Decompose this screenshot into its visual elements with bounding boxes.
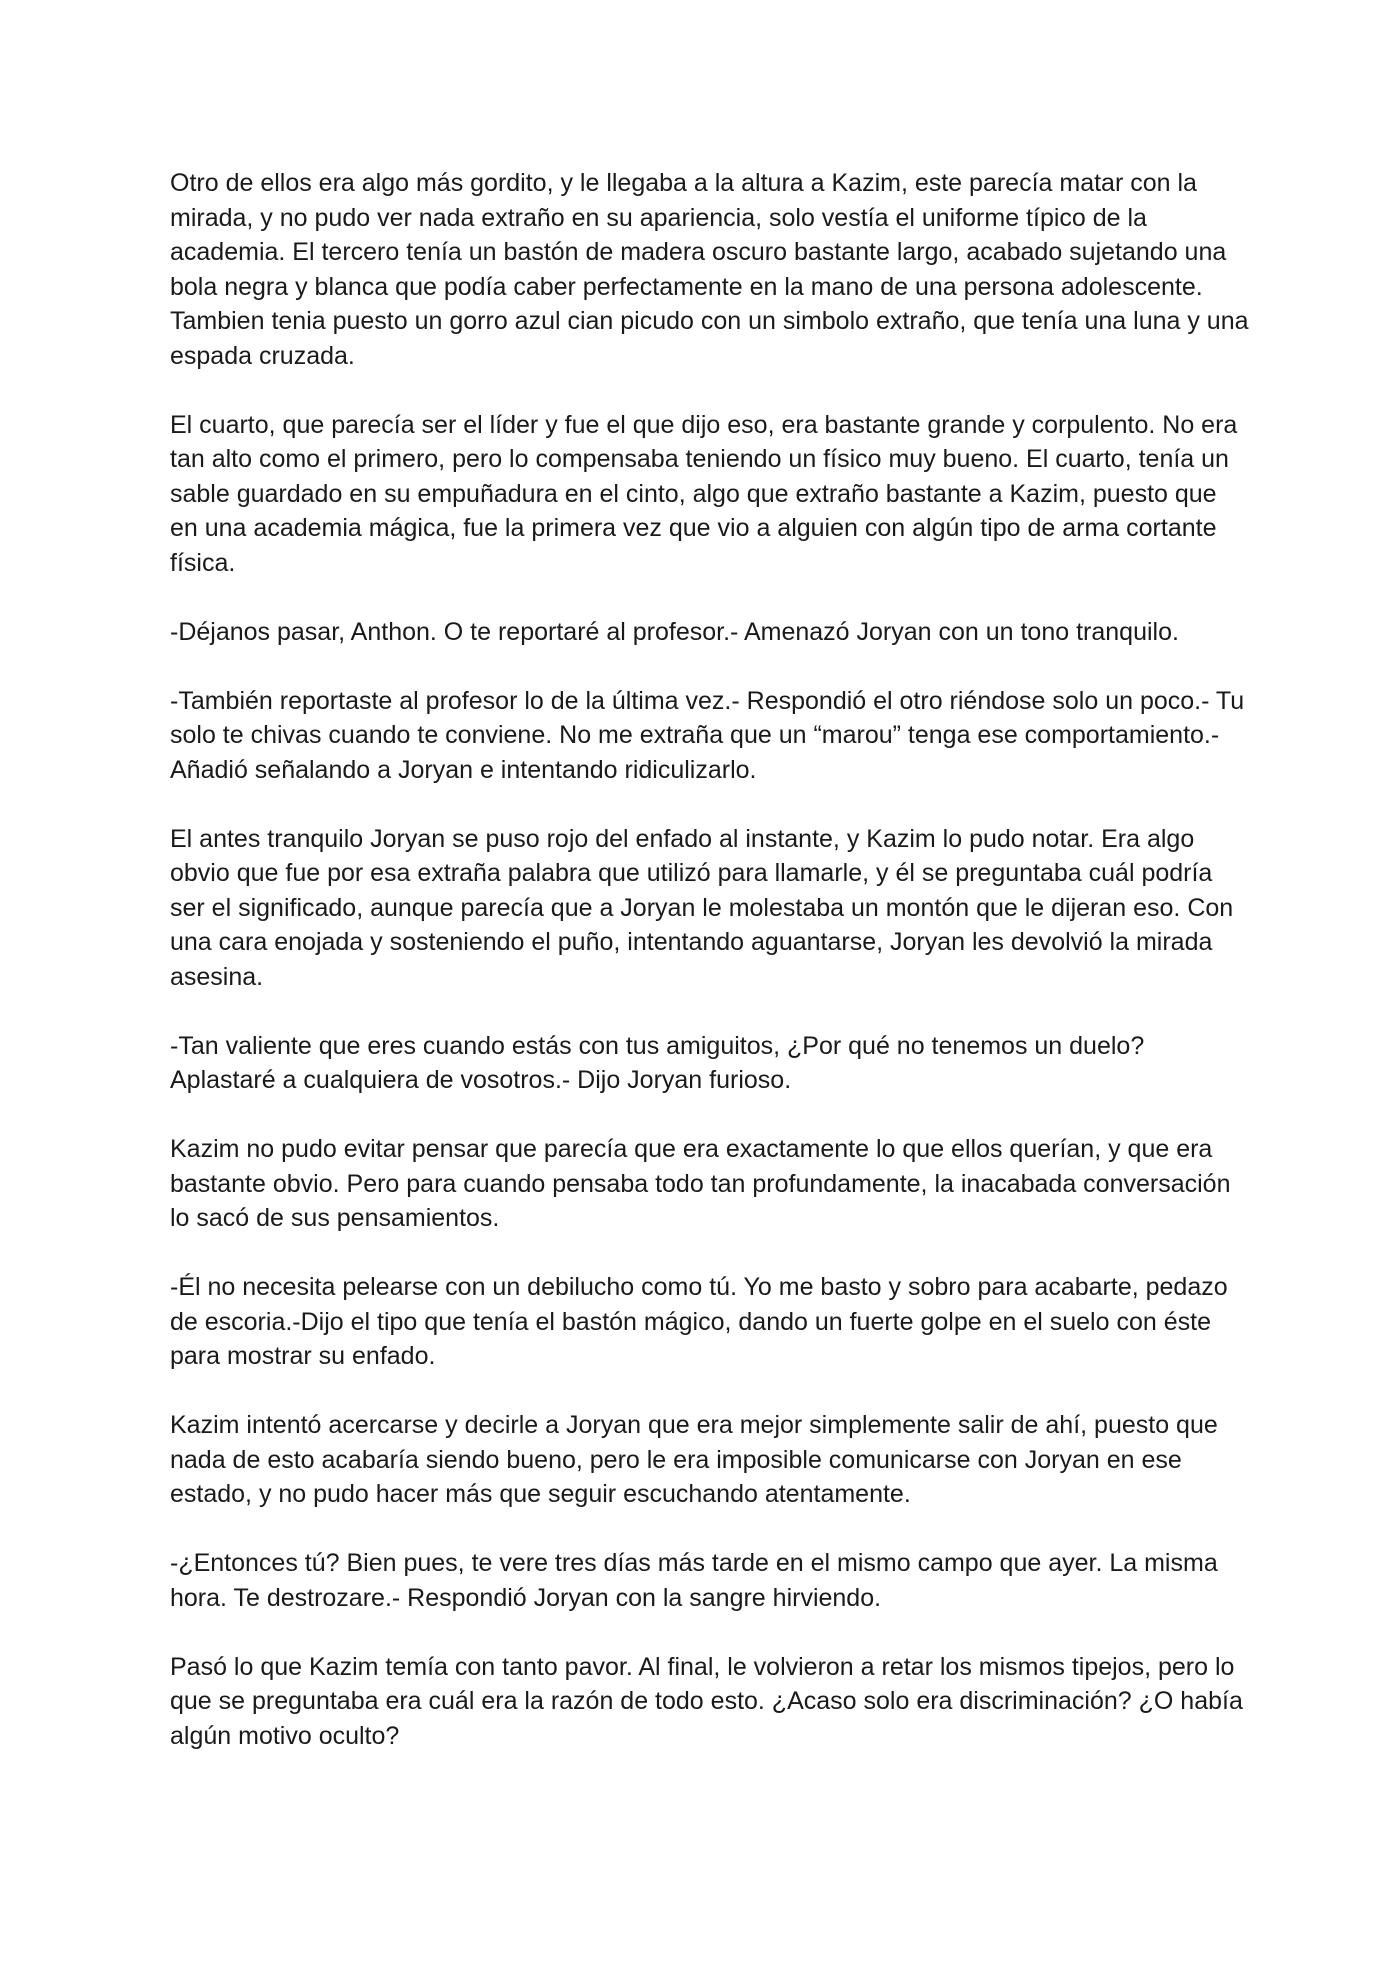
paragraph-3: -Déjanos pasar, Anthon. O te reportaré al profesor.- Amenazó Joryan con un tono tranquilo.	[170, 617, 1179, 646]
paragraph-2: El cuarto, que parecía ser el líder y fue el que dijo eso, era bastante grande y corpulento. No era tan alto como el primero, pero lo compensaba teniendo un físico muy bueno. El cuarto, tenía un sable guardado en su empuñadura en el cinto, algo que extraño bastante a Kazim, puesto que en una academia mágica, fue la primera vez que vio a alguien con algún tipo de arma cortante física.	[170, 410, 1238, 577]
paragraph-6: -Tan valiente que eres cuando estás con tus amiguitos, ¿Por qué no tenemos un duelo? Aplastaré a cualquiera de vosotros.- Dijo Joryan furioso.	[170, 1031, 1145, 1094]
paragraph-1: Otro de ellos era algo más gordito, y le llegaba a la altura a Kazim, este parecía matar con la mirada, y no pudo ver nada extraño en su apariencia, solo vestía el uniforme típico de la academia. El tercero tenía un bastón de madera oscuro bastante largo, acabado sujetando una bola negra y blanca que podía caber perfectamente en la mano de una persona adolescente. Tambien tenia puesto un gorro azul cian picudo con un simbolo extraño, que tenía una luna y una espada cruzada.	[170, 169, 1249, 370]
paragraph-5: El antes tranquilo Joryan se puso rojo del enfado al instante, y Kazim lo pudo notar. Era algo obvio que fue por esa extraña palabra que utilizó para llamarle, y él se preguntaba cuál podría ser el significado, aunque parecía que a Joryan le molestaba un montón que le dijeran eso. Con una cara enojada y sosteniendo el puño, intentando aguantarse, Joryan les devolvió la mirada asesina.	[170, 824, 1234, 991]
document-body	[170, 166, 1250, 1753]
paragraph-4: -También reportaste al profesor lo de la última vez.- Respondió el otro riéndose solo un poco.- Tu solo te chivas cuando te conviene. No me extraña que un “marou” tenga ese comportamiento.- Añadió señalando a Joryan e intentando ridiculizarlo.	[170, 686, 1245, 784]
paragraph-8: -Él no necesita pelearse con un debilucho como tú. Yo me basto y sobro para acabarte, pedazo de escoria.-Dijo el tipo que tenía el bastón mágico, dando un fuerte golpe en el suelo con éste para mostrar su enfado.	[170, 1273, 1228, 1370]
paragraph-10: -¿Entonces tú? Bien pues, te vere tres días más tarde en el mismo campo que ayer. La misma hora. Te destrozare.- Respondió Joryan con la sangre hirviendo.	[170, 1549, 1218, 1612]
paragraph-9: Kazim intentó acercarse y decirle a Joryan que era mejor simplemente salir de ahí, puesto que nada de esto acabaría siendo bueno, pero le era imposible comunicarse con Joryan en ese estado, y no pudo hacer más que seguir escuchando atentamente.	[170, 1411, 1218, 1508]
paragraph-7: Kazim no pudo evitar pensar que parecía que era exactamente lo que ellos querían, y que era bastante obvio. Pero para cuando pensaba todo tan profundamente, la inacabada conversación lo sacó de sus pensamientos.	[170, 1135, 1231, 1232]
paragraph-11: Pasó lo que Kazim temía con tanto pavor. Al final, le volvieron a retar los mismos tipejos, pero lo que se preguntaba era cuál era la razón de todo esto. ¿Acaso solo era discriminación? ¿O había algún motivo oculto?	[170, 1652, 1243, 1750]
